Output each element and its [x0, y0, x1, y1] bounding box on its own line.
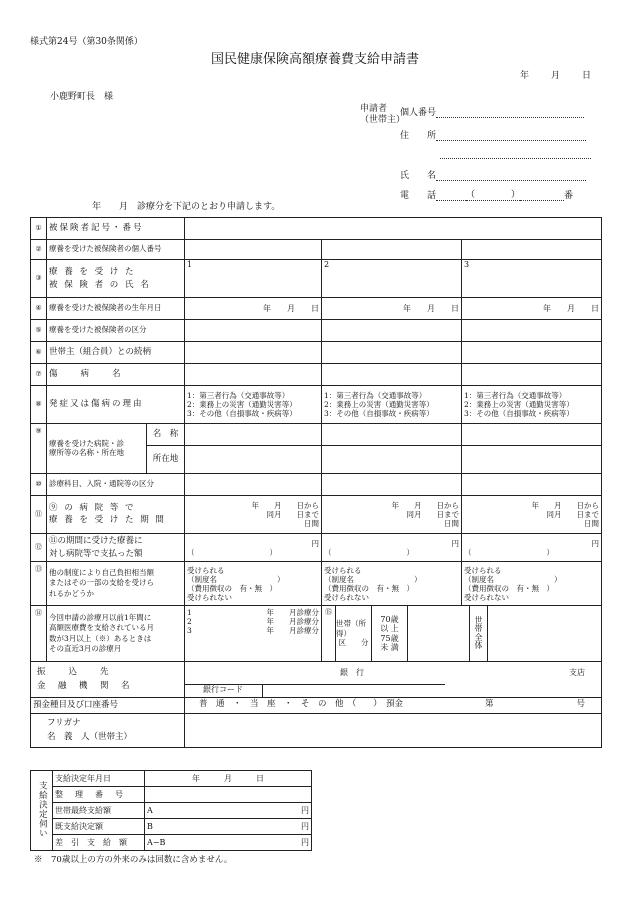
birthdate-label: 療養を受けた被保険者の生年月日	[47, 298, 185, 320]
other-system-field-2[interactable]: 受けられる （制度名 ） （費用徴収の 有・無 ） 受けられない	[322, 562, 462, 606]
paid-decision-field[interactable]: B 円	[145, 819, 312, 835]
period-field-3[interactable]: 年 月 日から 同月 日まで 日間	[462, 496, 602, 534]
paid-decision-label: 既支給決定額	[53, 819, 145, 835]
personal-number-field-1[interactable]	[185, 240, 322, 260]
row-num: ⑫	[31, 534, 47, 562]
row-num: ②	[31, 240, 47, 260]
footnote: ※ 70歳以上の方の外来のみは回数に含めません。	[34, 855, 233, 865]
age-category-field[interactable]	[408, 606, 470, 661]
prior-months-label: 今回申請の診療月以前1年間に 高額医療費を支給されている月 数が3月以上（※）あるときは その直近3月の診療月	[47, 606, 185, 662]
hospital-address-field-3[interactable]	[462, 446, 602, 474]
prior-months-field[interactable]: 1 年 月診療分 2 年 月診療分 3 年 月診療分	[185, 606, 322, 662]
paid-amount-label: ⑪の期間に受けた療養に 対し病院等で支払った額	[47, 534, 185, 562]
form-title: 国民健康保険高額療養費支給申請書	[210, 52, 419, 67]
category-field-1[interactable]	[185, 320, 322, 342]
relationship-label: 世帯主（組合員）との続柄	[47, 342, 185, 364]
birthdate-field-1[interactable]: 年 月 日	[185, 298, 322, 320]
paid-amount-field-2[interactable]: 円 （ ）	[322, 534, 462, 562]
hospital-name-label: 名 称	[147, 424, 185, 446]
cause-options-2[interactable]: 1：第三者行為（交通事故等） 2：業務上の災害（通勤災害等） 3：その他（自損事故・疾病等）	[322, 386, 462, 424]
department-field-1[interactable]	[185, 474, 322, 496]
period-field-1[interactable]: 年 月 日から 同月 日まで 日間	[185, 496, 322, 534]
department-field-2[interactable]	[322, 474, 462, 496]
birthdate-field-3[interactable]: 年 月 日	[462, 298, 602, 320]
other-system-label: 他の制度により自己負担相当額 またはその一部の支給を受けら れるかどうか	[47, 562, 185, 606]
illness-field-1[interactable]	[185, 364, 322, 386]
row-num: ⑥	[31, 342, 47, 364]
manage-number-field[interactable]	[145, 787, 312, 803]
hospital-label: 療養を受けた病院・診 療所等の名称・所在地	[47, 424, 147, 474]
address-field-line2[interactable]	[440, 148, 591, 159]
hospital-address-field-1[interactable]	[185, 446, 322, 474]
bank-code-cell	[185, 684, 602, 698]
decision-table	[30, 770, 312, 851]
birthdate-field-2[interactable]: 年 月 日	[322, 298, 462, 320]
relationship-field-3[interactable]	[462, 342, 602, 364]
bank-code-label: 銀行コード	[185, 685, 263, 697]
personal-number-field-2[interactable]	[322, 240, 462, 260]
insured-number-field[interactable]	[185, 218, 602, 240]
row-num: ⑭	[31, 606, 47, 662]
other-system-field-1[interactable]: 受けられる （制度名 ） （費用徴収の 有・無 ） 受けられない	[185, 562, 322, 606]
department-label: 診療科目、入院・通院等の区分	[47, 474, 185, 496]
application-date[interactable]: 年 月 日	[520, 71, 592, 81]
period-field-2[interactable]: 年 月 日から 同月 日まで 日間	[322, 496, 462, 534]
illness-field-3[interactable]	[462, 364, 602, 386]
row-num: ⑩	[31, 474, 47, 496]
row-num: ⑨	[31, 424, 47, 474]
final-amount-field[interactable]: A 円	[145, 803, 312, 819]
paid-amount-field-3[interactable]: 円 （ ）	[462, 534, 602, 562]
row-num: ⑦	[31, 364, 47, 386]
diff-amount-field[interactable]: A−B 円	[145, 835, 312, 851]
patient-name-field-2[interactable]: 2	[322, 260, 462, 298]
row-num: ①	[31, 218, 47, 240]
household-all-field[interactable]	[488, 606, 601, 661]
personal-number-field-3[interactable]	[462, 240, 602, 260]
hospital-address-label: 所在地	[147, 446, 185, 474]
row-num: ⑧	[31, 386, 47, 424]
recipient: 小鹿野町長 様	[50, 92, 114, 102]
cause-label: 発症又は傷病の理由	[47, 386, 185, 424]
address-field[interactable]: 住 所	[400, 128, 586, 141]
row-num: ⑬	[31, 562, 47, 606]
decision-date-label: 支給決定年月日	[53, 771, 145, 787]
age-category-label: 70歳 以 上 75歳 未 満	[372, 606, 408, 661]
account-label: 預金種目及び口座番号	[31, 698, 185, 714]
decision-date-field[interactable]: 年 月 日	[145, 771, 312, 787]
relationship-field-2[interactable]	[322, 342, 462, 364]
row-num: ⑮	[322, 606, 336, 661]
manage-number-label: 整 理 番 号	[53, 787, 145, 803]
bank-name-field[interactable]: 銀 行 支店	[185, 662, 602, 684]
form-number: 様式第24号（第30条関係）	[30, 37, 143, 47]
application-table	[30, 217, 602, 748]
holder-label: フリガナ 名 義 人（世帯主）	[31, 714, 185, 748]
my-number-field[interactable]: 個人番号	[400, 105, 584, 118]
bank-code-field[interactable]	[263, 685, 445, 697]
personal-number-label: 療養を受けた被保険者の個人番号	[47, 240, 185, 260]
phone-field[interactable]: 電 話 （ ） 番	[400, 187, 573, 201]
patient-name-field-3[interactable]: 3	[462, 260, 602, 298]
hospital-name-field-1[interactable]	[185, 424, 322, 446]
household-all-label: 世 帯 全 体	[470, 606, 488, 661]
insured-number-label: 被保険者記号・番号	[47, 218, 185, 240]
other-system-field-3[interactable]: 受けられる （制度名 ） （費用徴収の 有・無 ） 受けられない	[462, 562, 602, 606]
illness-label: 傷 病 名	[47, 364, 185, 386]
income-category-label: 世帯（所得） 区 分	[336, 606, 372, 661]
diff-amount-label: 差 引 支 給 額	[53, 835, 145, 851]
income-category-cell	[322, 606, 602, 662]
account-field[interactable]: 普 通 ・ 当 座 ・ そ の 他 （ ） 預金 第 号	[185, 698, 602, 714]
relationship-field-1[interactable]	[185, 342, 322, 364]
decision-side-label: 支給決定伺い	[31, 771, 53, 851]
holder-field[interactable]	[185, 714, 602, 748]
paid-amount-field-1[interactable]: 円 （ ）	[185, 534, 322, 562]
patient-name-field-1[interactable]: 1	[185, 260, 322, 298]
applicant-label: 申請者 （世帯主）	[360, 104, 406, 126]
row-num: ④	[31, 298, 47, 320]
name-field[interactable]: 氏 名	[400, 168, 586, 181]
patient-name-label: 療 養 を 受 け た 被 保 険 者 の 氏 名	[47, 260, 185, 298]
cause-options-3[interactable]: 1：第三者行為（交通事故等） 2：業務上の災害（通勤災害等） 3：その他（自損事故・疾病等）	[462, 386, 602, 424]
category-label: 療養を受けた被保険者の区分	[47, 320, 185, 342]
row-num: ⑤	[31, 320, 47, 342]
illness-field-2[interactable]	[322, 364, 462, 386]
hospital-name-field-3[interactable]	[462, 424, 602, 446]
category-field-2[interactable]	[322, 320, 462, 342]
bank-label: 振 込 先 金 融 機 関 名	[31, 662, 185, 698]
category-field-3[interactable]	[462, 320, 602, 342]
cause-options-1[interactable]: 1：第三者行為（交通事故等） 2：業務上の災害（通勤災害等） 3：その他（自損事故・疾病等）	[185, 386, 322, 424]
intro-text: 年 月 診療分を下記のとおり申請します。	[92, 202, 281, 212]
row-num: ⑪	[31, 496, 47, 534]
period-label: ⑨ の 病 院 等 で 療 養 を 受 け た 期 間	[47, 496, 185, 534]
department-field-3[interactable]	[462, 474, 602, 496]
row-num: ③	[31, 260, 47, 298]
hospital-name-field-2[interactable]	[322, 424, 462, 446]
hospital-address-field-2[interactable]	[322, 446, 462, 474]
final-amount-label: 世帯最終支給額	[53, 803, 145, 819]
